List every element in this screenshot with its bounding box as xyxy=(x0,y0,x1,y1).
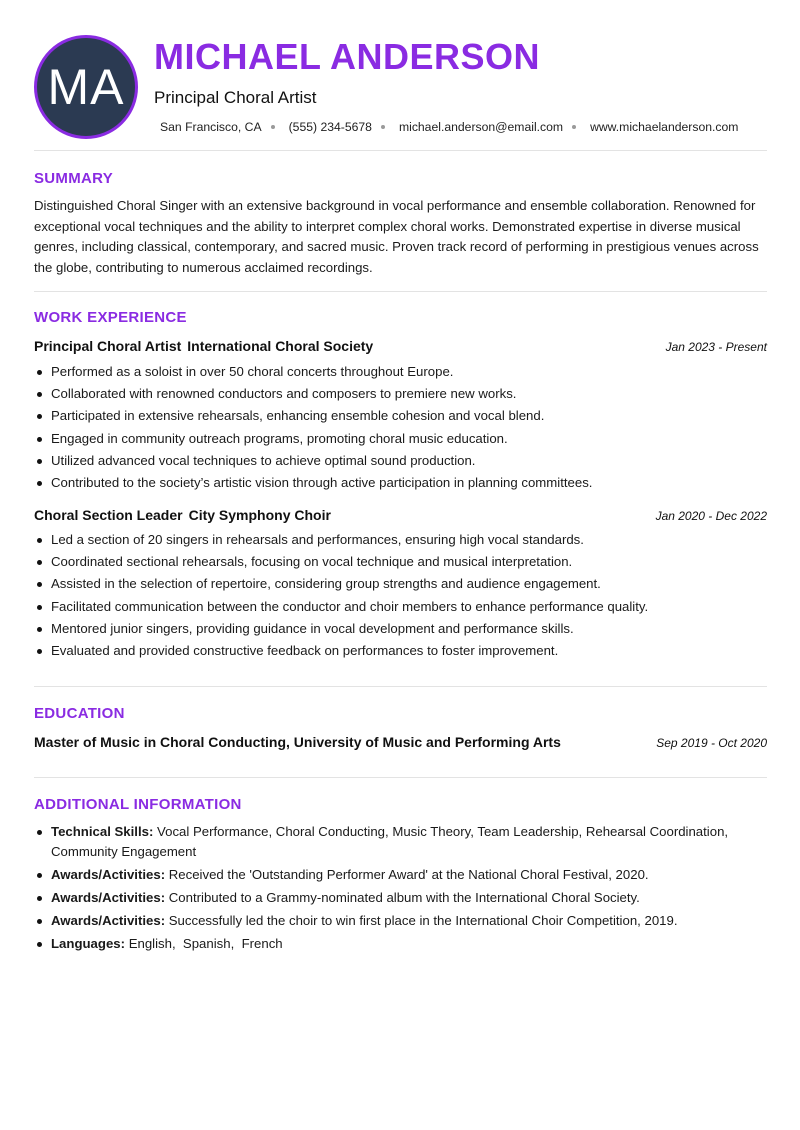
section-title-education: EDUCATION xyxy=(34,705,125,722)
separator-dot xyxy=(271,125,275,129)
education-header xyxy=(34,734,767,750)
job-position: Principal Choral Artist xyxy=(34,338,182,354)
item-label: Technical Skills: xyxy=(51,824,154,839)
summary-text: Distinguished Choral Singer with an extensive background in vocal performance and ensemble collaboration. Renowned for exceptional vocal techniques and the ability to interpret complex choral works. Demonstrated expertise in diverse musical genres, including classical, contemporary, and sacred music. Proven track record of performing in prestigious venues across the globe, contributing to numerous acclaimed recordings. xyxy=(34,198,759,275)
list-item: Participated in extensive rehearsals, enhancing ensemble cohesion and vocal blend. xyxy=(34,405,774,427)
section-title-additional: ADDITIONAL INFORMATION xyxy=(34,796,242,813)
candidate-name: MICHAEL ANDERSON xyxy=(154,36,541,77)
job-dates: Jan 2020 - Dec 2022 xyxy=(655,509,767,523)
item-label: Languages: xyxy=(51,935,126,951)
list-item: Performed as a soloist in over 50 choral concerts throughout Europe. xyxy=(34,361,774,383)
list-item xyxy=(34,911,774,931)
item-text: Successfully led the choir to win first place in the International Choir Competition, 2019. xyxy=(168,912,678,928)
item-text: Contributed to a Grammy-nominated album with the International Choral Society. xyxy=(168,889,640,905)
section-title-summary: SUMMARY xyxy=(34,170,114,187)
job-company: City Symphony Choir xyxy=(188,507,331,523)
divider xyxy=(34,777,767,778)
item-label: Awards/Activities: xyxy=(51,889,166,905)
contact-location: San Francisco, CA xyxy=(160,120,262,134)
list-item: Contributed to the society’s artistic vision through active participation in planning committees. xyxy=(34,472,774,494)
job-header xyxy=(34,507,767,523)
job-company: International Choral Society xyxy=(187,338,374,354)
additional-list xyxy=(34,822,774,957)
item-text: Vocal Performance, Choral Conducting, Music Theory, Team Leadership, Rehearsal Coordination, Community Engagement xyxy=(51,824,729,859)
job-title xyxy=(34,338,373,354)
separator-dot xyxy=(572,125,576,129)
list-item: Collaborated with renowned conductors and composers to premiere new works. xyxy=(34,383,774,405)
job-title xyxy=(34,507,331,523)
list-item: Led a section of 20 singers in rehearsals and performances, ensuring high vocal standards. xyxy=(34,529,774,551)
job-header xyxy=(34,338,767,354)
item-label: Awards/Activities: xyxy=(51,866,166,882)
job-bullets xyxy=(34,529,774,662)
contact-row xyxy=(160,120,738,134)
avatar-initials: MA xyxy=(47,59,125,115)
job-position: Choral Section Leader xyxy=(34,507,183,523)
contact-phone: (555) 234-5678 xyxy=(288,120,372,134)
job-bullets xyxy=(34,361,774,494)
section-title-experience: WORK EXPERIENCE xyxy=(34,309,187,326)
list-item: Mentored junior singers, providing guidance in vocal development and performance skills. xyxy=(34,618,774,640)
list-item: Facilitated communication between the conductor and choir members to enhance performance quality. xyxy=(34,596,774,618)
list-item xyxy=(34,934,774,954)
divider xyxy=(34,150,767,151)
contact-email[interactable]: michael.anderson@email.com xyxy=(398,120,564,134)
list-item: Engaged in community outreach programs, promoting choral music education. xyxy=(34,428,774,450)
list-item: Evaluated and provided constructive feedback on performances to foster improvement. xyxy=(34,640,774,662)
job-dates: Jan 2023 - Present xyxy=(665,340,767,354)
candidate-role: Principal Choral Artist xyxy=(154,88,317,107)
list-item xyxy=(34,888,774,908)
education-degree: Master of Music in Choral Conducting, University of Music and Performing Arts xyxy=(34,734,561,750)
item-text: Received the 'Outstanding Performer Award' at the National Choral Festival, 2020. xyxy=(168,866,649,882)
item-text: English, Spanish, French xyxy=(128,935,283,951)
divider xyxy=(34,291,767,292)
list-item: Coordinated sectional rehearsals, focusing on vocal technique and musical interpretation. xyxy=(34,551,774,573)
divider xyxy=(34,686,767,687)
list-item xyxy=(34,865,774,885)
separator-dot xyxy=(381,125,385,129)
item-label: Awards/Activities: xyxy=(51,912,166,928)
list-item: Utilized advanced vocal techniques to achieve optimal sound production. xyxy=(34,450,774,472)
contact-website[interactable]: www.michaelanderson.com xyxy=(590,120,739,134)
list-item xyxy=(34,822,774,861)
education-dates: Sep 2019 - Oct 2020 xyxy=(656,736,767,750)
avatar xyxy=(34,35,138,139)
list-item: Assisted in the selection of repertoire, considering group strengths and audience engagement. xyxy=(34,573,774,595)
